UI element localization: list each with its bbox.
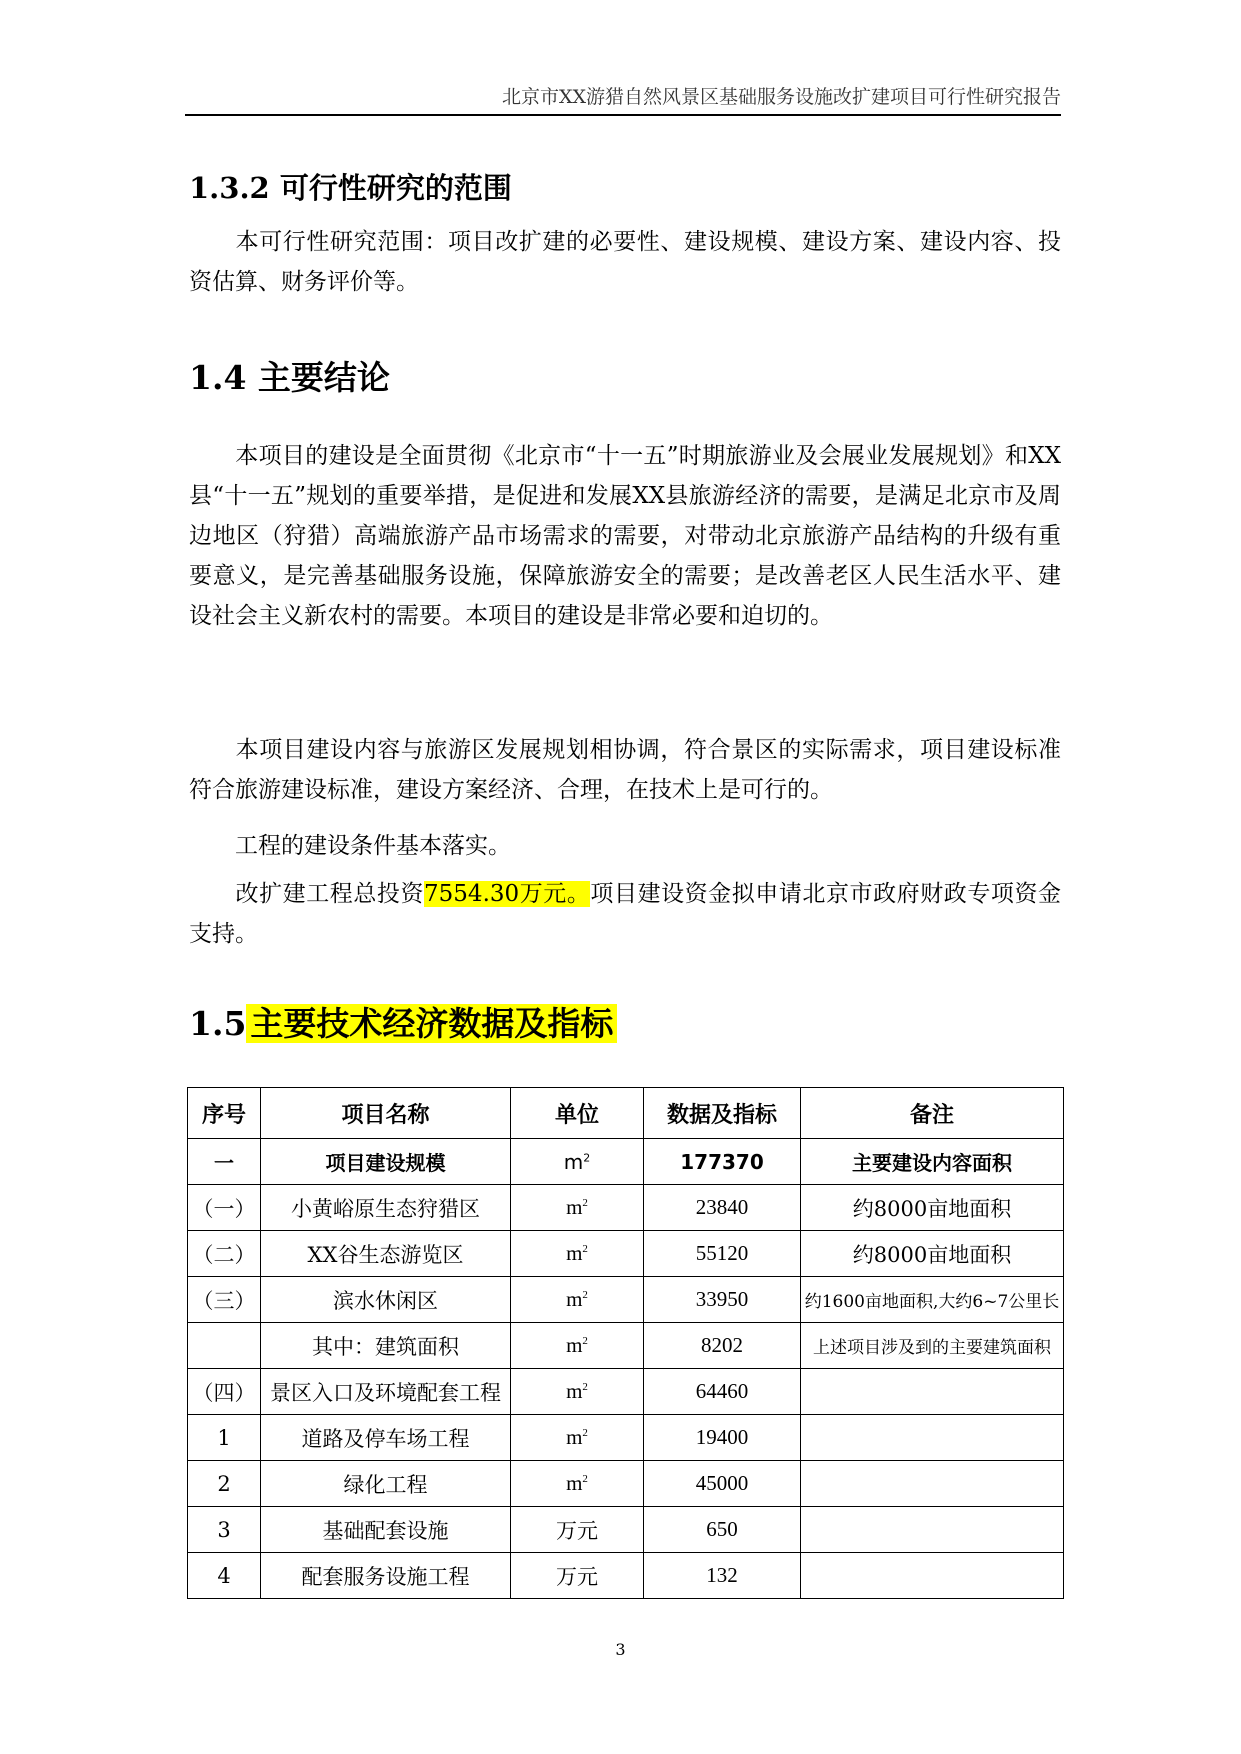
table-row — [188, 1139, 1064, 1185]
cell-unit: $m^2$ — [511, 1369, 644, 1415]
cell-value: 55120 — [644, 1231, 801, 1277]
cell-unit: $m^2$ — [511, 1415, 644, 1461]
table-row — [188, 1277, 1064, 1323]
cell-note — [801, 1415, 1064, 1461]
conclusion-paragraph-2 — [189, 730, 1061, 810]
cell-note — [801, 1507, 1064, 1553]
cell-no: （一） — [188, 1185, 261, 1231]
cell-no: 2 — [188, 1461, 261, 1507]
heading-1-5-highlight: 主要技术经济数据及指标 — [246, 1004, 617, 1043]
cell-no: （三） — [188, 1277, 261, 1323]
cell-value: 33950 — [644, 1277, 801, 1323]
investment-paragraph — [189, 874, 1061, 954]
conclusion-paragraph-3 — [189, 826, 1061, 866]
cell-unit: 万元 — [511, 1553, 644, 1599]
table-row — [188, 1323, 1064, 1369]
conclusion-paragraph-1 — [189, 436, 1061, 636]
cell-name: 道路及停车场工程 — [261, 1415, 511, 1461]
cell-unit: $m^2$ — [511, 1277, 644, 1323]
cell-note: 约8000亩地面积 — [801, 1185, 1064, 1231]
header-value: 数据及指标 — [644, 1088, 801, 1139]
investment-text-before: 改扩建工程总投资 — [235, 881, 425, 907]
conclusion-text-1: 本项目的建设是全面贯彻《北京市“十一五”时期旅游业及会展业发展规划》和XX县“十一五”规划的重要举措，是促进和发展XX县旅游经济的需要，是满足北京市及周边地区（狩猎）高端旅游产品市场需求的需要，对带动北京旅游产品结构的升级有重要意义，是完善基础服务设施，保障旅游安全的需要；是改善老区人民生活水平、建设社会主义新农村的需要。本项目的建设是非常必要和迫切的。 — [189, 443, 1061, 629]
table-row — [188, 1369, 1064, 1415]
cell-note — [801, 1461, 1064, 1507]
cell-name: 配套服务设施工程 — [261, 1553, 511, 1599]
cell-name: 滨水休闲区 — [261, 1277, 511, 1323]
cell-no: 3 — [188, 1507, 261, 1553]
cell-value: 23840 — [644, 1185, 801, 1231]
cell-no: （二） — [188, 1231, 261, 1277]
cell-value: 132 — [644, 1553, 801, 1599]
header-note: 备注 — [801, 1088, 1064, 1139]
cell-name: 小黄峪原生态狩猎区 — [261, 1185, 511, 1231]
page-number: 3 — [615, 1640, 626, 1659]
cell-note: 主要建设内容面积 — [801, 1139, 1064, 1185]
header-rule — [185, 114, 1061, 116]
cell-unit: 万元 — [511, 1507, 644, 1553]
investment-text-after: 项目建设资金拟申请北京市政府财政专项资金支持。 — [189, 881, 1062, 947]
cell-unit: $m^2$ — [511, 1139, 644, 1185]
cell-no: 1 — [188, 1415, 261, 1461]
header-unit: 单位 — [511, 1088, 644, 1139]
conclusion-text-2: 本项目建设内容与旅游区发展规划相协调，符合景区的实际需求，项目建设标准符合旅游建设标准，建设方案经济、合理，在技术上是可行的。 — [189, 737, 1061, 803]
cell-name: 其中：建筑面积 — [261, 1323, 511, 1369]
cell-value: 8202 — [644, 1323, 801, 1369]
cell-note — [801, 1553, 1064, 1599]
cell-name: 景区入口及环境配套工程 — [261, 1369, 511, 1415]
table-row — [188, 1231, 1064, 1277]
running-header: 北京市XX游猎自然风景区基础服务设施改扩建项目可行性研究报告 — [501, 86, 1061, 108]
cell-no: 4 — [188, 1553, 261, 1599]
cell-unit: $m^2$ — [511, 1231, 644, 1277]
cell-name: 绿化工程 — [261, 1461, 511, 1507]
heading-1-4: 1.4 主要结论 — [189, 358, 390, 397]
cell-note: 约1600亩地面积,大约6~7公里长 — [801, 1277, 1064, 1323]
cell-no — [188, 1323, 261, 1369]
cell-value: 19400 — [644, 1415, 801, 1461]
cell-unit: $m^2$ — [511, 1461, 644, 1507]
scope-text: 本可行性研究范围：项目改扩建的必要性、建设规模、建设方案、建设内容、投资估算、财务评价等。 — [189, 229, 1061, 295]
cell-value: 177370 — [644, 1139, 801, 1185]
cell-name: 基础配套设施 — [261, 1507, 511, 1553]
cell-name: 项目建设规模 — [261, 1139, 511, 1185]
table-header-row — [188, 1088, 1064, 1139]
conclusion-text-3: 工程的建设条件基本落实。 — [235, 833, 511, 859]
cell-value: 45000 — [644, 1461, 801, 1507]
table-row — [188, 1553, 1064, 1599]
cell-no: 一 — [188, 1139, 261, 1185]
indicator-table — [187, 1087, 1064, 1599]
cell-unit: $m^2$ — [511, 1323, 644, 1369]
heading-1-3-2: 1.3.2 可行性研究的范围 — [189, 171, 512, 205]
cell-note — [801, 1369, 1064, 1415]
table-row — [188, 1461, 1064, 1507]
header-no: 序号 — [188, 1088, 261, 1139]
cell-no: （四） — [188, 1369, 261, 1415]
table-row — [188, 1507, 1064, 1553]
cell-note: 上述项目涉及到的主要建筑面积 — [801, 1323, 1064, 1369]
table-row — [188, 1415, 1064, 1461]
cell-value: 64460 — [644, 1369, 801, 1415]
table-row — [188, 1185, 1064, 1231]
cell-value: 650 — [644, 1507, 801, 1553]
cell-name: XX谷生态游览区 — [261, 1231, 511, 1277]
cell-unit: $m^2$ — [511, 1185, 644, 1231]
heading-1-5 — [189, 998, 617, 1045]
heading-1-5-number: 1.5 — [189, 1004, 247, 1043]
cell-note: 约8000亩地面积 — [801, 1231, 1064, 1277]
investment-total-highlight: 7554.30万元。 — [424, 881, 591, 907]
scope-paragraph — [189, 222, 1061, 302]
header-item-name: 项目名称 — [261, 1088, 511, 1139]
